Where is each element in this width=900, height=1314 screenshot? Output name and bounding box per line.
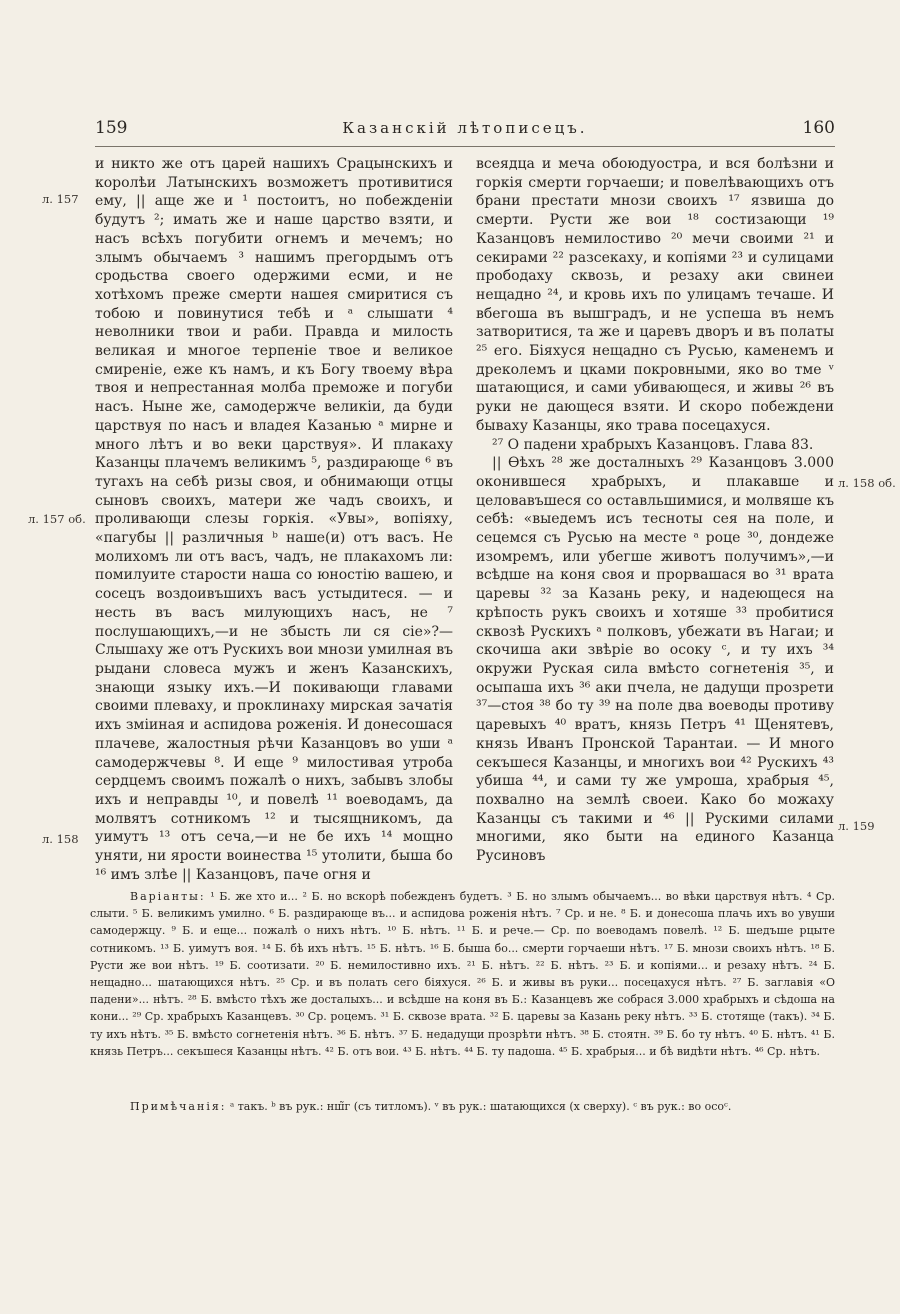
page-number-right: 160 xyxy=(802,118,835,138)
folio-marker: л. 159 xyxy=(838,819,875,833)
variants-apparatus xyxy=(90,888,835,1060)
left-column xyxy=(95,155,453,884)
page-header xyxy=(95,118,835,142)
paragraph: всеядца и меча обоюдуостра, и вся болѣзни и горкія смерти горчаеши; и повелѣвающихъ отъ брани престати мнози своихъ ¹⁷ язвиша до смерти. Русти же вои ¹⁸ состизающи ¹⁹ Казанцовъ немилостиво ²⁰ мечи своими ²¹ и секирами ²² разсекаху, и копіями ²³ и сулицами прободаху сквозь, и резаху аки свинеи нещадно ²⁴, и кровь ихъ по улицамъ течаше. И вбегоша въ вышградъ, и не успеша въ немъ затворитися, та же и царевъ дворъ и въ полаты ²⁵ его. Біяхуся нещадно съ Русью, каменемъ и дреколемъ и цками покровными, яко во тме ᵛ шатающися, и сами убивающеся, и живы ²⁶ въ руки не дающеся взяти. И скоро побеждени бываху Казанцы, яко трава посецахуся. xyxy=(476,156,834,434)
variants-body: ¹ Б. же хто и... ² Б. но вскорѣ побежденъ будетъ. ³ Б. но злымъ обычаемъ... во вѣки царствуя нѣтъ. ⁴ Ср. слыти. ⁵ Б. великимъ умилно. ⁶ Б. раздирающе въ... и аспидова роженія нѣтъ. ⁷ Ср. и не. ⁸ Б. и донесоша плачь ихъ во увуши самодержцу. ⁹ Б. и еще... пожалѣ о нихъ нѣтъ. ¹⁰ Б. нѣтъ. ¹¹ Б. и рече.— Ср. по воеводамъ повелѣ. ¹² Б. шедъше рцыте сотникомъ. ¹³ Б. уимутъ воя. ¹⁴ Б. бѣ ихъ нѣтъ. ¹⁵ Б. нѣтъ. ¹⁶ Б. быша бо... смерти горчаеши нѣтъ. ¹⁷ Б. мнози своихъ нѣтъ. ¹⁸ Б. Русти же вои нѣтъ. ¹⁹ Б. соотизати. ²⁰ Б. немилостивно ихъ. ²¹ Б. нѣтъ. ²² Б. нѣтъ. ²³ Б. и копіями... и резаху нѣтъ. ²⁴ Б. нещадно... шатающихся нѣтъ. ²⁵ Ср. и въ полать сего біяхуся. ²⁶ Б. и живы въ руки... посецахуся нѣтъ. ²⁷ Б. заглавія «О падени»... нѣтъ. ²⁸ Б. вмѣсто тѣхъ же досталыхъ... и всѣдше на коня въ Б.: Казанцевъ же собрася 3.000 храбрыхъ и сѣдоша на кони... ²⁹ Ср. храбрыхъ Казанцевъ. ³⁰ Ср. роцемъ. ³¹ Б. сквозе врата. ³² Б. царевы за Казань реку нѣтъ. ³³ Б. стотяще (такъ). ³⁴ Б. ту ихъ нѣтъ. ³⁵ Б. вмѣсто согнетенія нѣтъ. ³⁶ Б. нѣтъ. ³⁷ Б. недадущи прозрѣти нѣтъ. ³⁸ Б. стоятн. ³⁹ Б. бо ту нѣтъ. ⁴⁰ Б. нѣтъ. ⁴¹ Б. князь Петръ... секъшеся Казанцы нѣтъ. ⁴² Б. отъ вои. ⁴³ Б. нѣтъ. ⁴⁴ Б. ту падоша. ⁴⁵ Б. храбрыя... и бѣ видѣти нѣтъ. ⁴⁶ Ср. нѣтъ. xyxy=(90,890,836,1058)
notes-label: Примѣчанія: xyxy=(130,1100,227,1113)
notes-body: ᵃ такъ. ᵇ въ рук.: нш̃г (съ титломъ). ᵛ въ рук.: шатающихся (х сверху). ᶜ въ рук.: во осоᶜ. xyxy=(229,1100,732,1113)
folio-marker: л. 157 об. xyxy=(28,512,86,526)
page-number-left: 159 xyxy=(95,118,128,138)
variants-text xyxy=(90,888,835,1060)
variants-label: Варіанты: xyxy=(130,890,206,903)
chapter-heading: ²⁷ О падени храбрыхъ Казанцовъ. Глава 83. xyxy=(492,436,814,453)
header-rule xyxy=(95,146,835,147)
folio-marker: л. 158 об. xyxy=(838,476,896,490)
notes-section xyxy=(130,1098,835,1115)
right-column xyxy=(476,155,834,866)
paragraph: || Ѳѣхъ ²⁸ же досталныхъ ²⁹ Казанцовъ 3.000 оконившеся храбрыхъ, и плакавше и целовавъшеся со оставльшимися, и молвяше къ себѣ: «выедемъ исъ тесноты сея на поле, и сецемся съ Русью на месте ᵃ роце ³⁰, дондеже изомремъ, или убегше животъ получимъ»,—и вcѣдше на коня своя и прорвашася во ³¹ врата царевы ³² за Казань реку, и надеющеся на крѣпость рукъ своихъ и хотяше ³³ пробитися сквозѣ Рускихъ ᵃ полковъ, убежати въ Нагаи; и скочиша аки звѣріе во осоку ᶜ, и ту ихъ ³⁴ окружи Руская сила вмѣсто согнетенія ³⁵, и осыпаша ихъ ³⁶ аки пчела, не дадущи прозрети ³⁷—стоя ³⁸ бо ту ³⁹ на поле два воеводы противу царевыхъ ⁴⁰ вратъ, князь Петръ ⁴¹ Щенятевъ, князь Иванъ Пронской Тарантаи. — И много секъшеся Казанцы, и многихъ вои ⁴² Рускихъ ⁴³ убиша ⁴⁴, и сами ту же умроша, храбрыя ⁴⁵, похвално на землѣ своеи. Како бо можаху Казанцы съ такими и ⁴⁶ || Рускими силами многими, яко быти на единого Казанца Русиновъ xyxy=(476,455,834,865)
running-title: Казанскій лѣтописецъ. xyxy=(342,119,588,137)
paragraph: и никто же отъ царей нашихъ Срацынскихъ и королѣи Латынскихъ возможетъ противитися ему, || аще же и ¹ постоитъ, но побежденіи будутъ ²; имать же и наше царство взяти, и насъ всѣхъ погубити огнемъ и мечемъ; но злымъ обычаемъ ³ нашимъ прегордымъ отъ сродьства своего одержими есми, и не хотѣхомъ преже смерти нашея смиритися съ тобою и повинутися тебѣ и ᵃ слышати ⁴ неволники твои и раби. Правда и милость великая и многое терпеніе твое и великое смиреніе, еже къ намъ, и къ Богу твоему вѣра твоя и непрестанная молба преможе и погуби насъ. Ныне же, самодержче великіи, да буди царствуя по насъ и владея Казанью ᵃ мирне и много лѣтъ и во веки царствуя». И плакаху Казанцы плачемъ великимъ ⁵, раздирающе ⁶ въ тугахъ на себѣ ризы своя, и обнимающи отцы сыновъ своихъ, матери же чадъ своихъ, и проливающи слезы горкія. «Увы», вопіяху, «пагубы || различныя ᵇ наше(и) отъ васъ. Не молихомъ ли отъ васъ, чадъ, не плакахомъ ли: помилуите старости наша со юностію вашею, и сосецъ воздоивъшихъ васъ устыдитеся. — и несть въ васъ милующихъ насъ, не ⁷ послушающихъ,—и не збысть ли ся сіе»?—Слышаху же отъ Рускихъ вои мнози умилная въ рыдани словеса мужъ и женъ Казанскихъ, знающи языку ихъ.—И покивающи главами своими плеваху, и проклинаху мирская зачатія ихъ зміиная и аспидова роженія. И донесошася плачеве, жалостныя рѣчи Казанцовъ во уши ᵃ самодержчевы ⁸. И еще ⁹ милостивая утроба сердцемъ своимъ пожалѣ о нихъ, забывъ злобы ихъ и неправды ¹⁰, и повелѣ ¹¹ воеводамъ, да молвятъ сотникомъ ¹² и тысящникомъ, да уимутъ ¹³ отъ сеча,—и не бе ихъ ¹⁴ мощно уняти, ни ярости воинества ¹⁵ утолити, быша бо ¹⁶ имъ злѣе || Казанцовъ, паче огня и xyxy=(95,156,453,883)
folio-marker: л. 157 xyxy=(42,192,79,206)
folio-marker: л. 158 xyxy=(42,832,79,846)
